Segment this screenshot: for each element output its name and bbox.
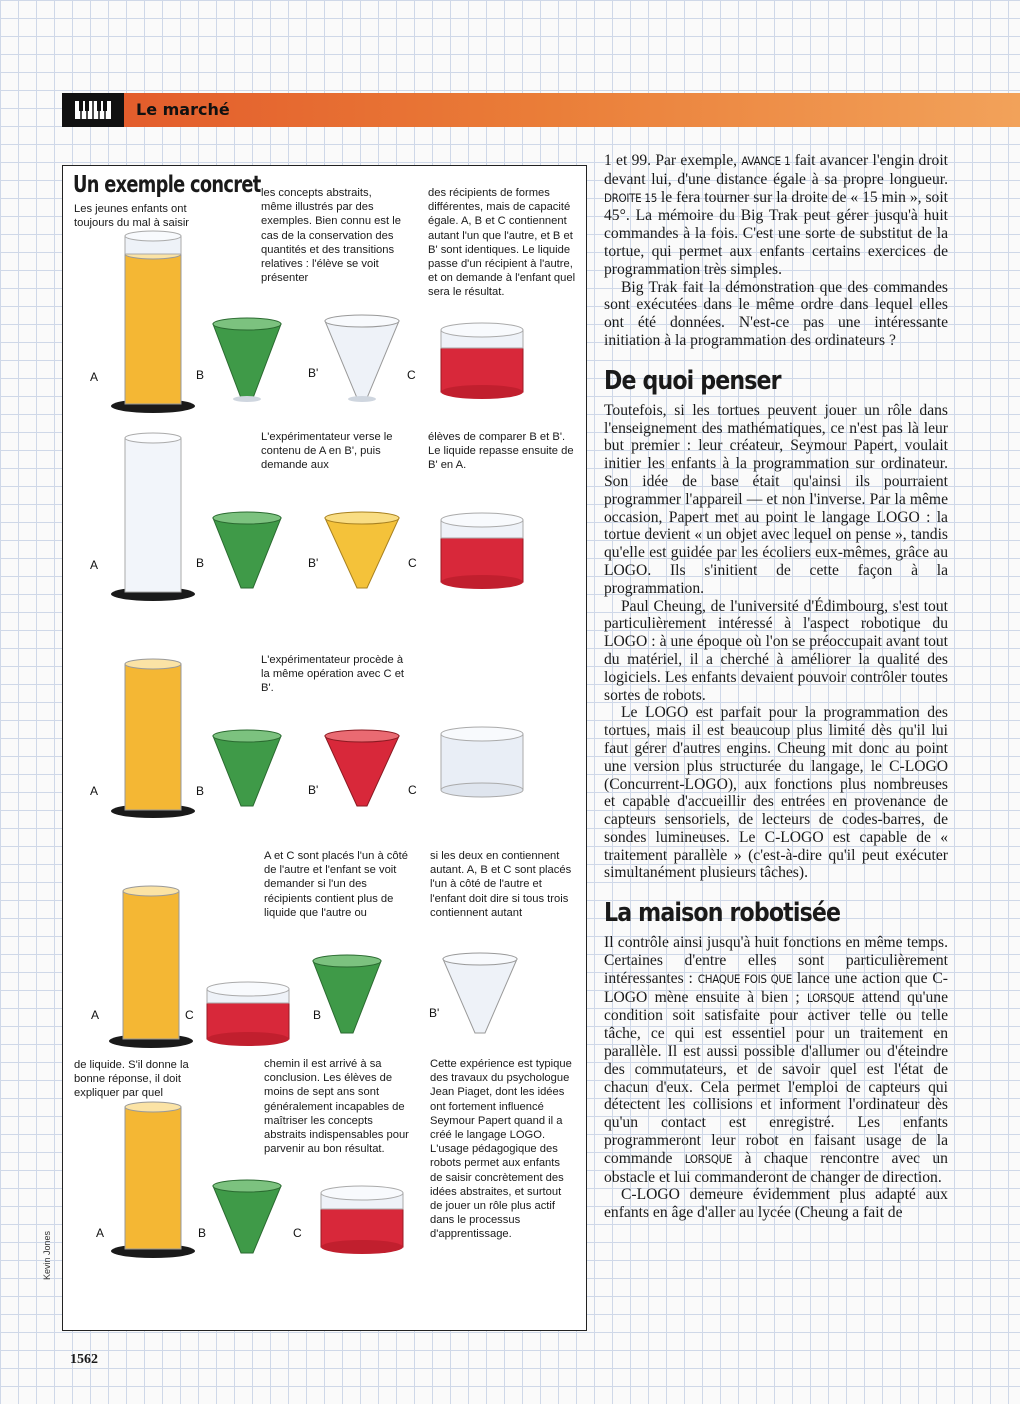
paragraph: Toutefois, si les tortues peuvent jouer un rôle dans l'enseignement des mathématiques, ce n'est pas là leur but premier : leur créateur, Seymour Papert, voulait initier les enfants à la programmation sur ordinateur. Son idée de base était qu'ainsi ils pourraient programmer l'appareil — et non l'inverse. Par la même occasion, Papert met au point le langage LOGO : la tortue devient « un objet avec lequel on pense », tandis qu'elle est guidée par les écoliers eux-mêmes, grâce au LOGO. Ils s'initient de cette façon à la programmation.: [604, 401, 948, 597]
label-c: C: [185, 1008, 194, 1022]
row-1-illustration: [63, 226, 583, 416]
row-5-illustration: [63, 1101, 583, 1271]
label-b: B: [313, 1008, 322, 1022]
illustration-panel: [62, 165, 587, 1331]
paragraph: 1 et 99. Par exemple, AVANCE 1 fait avancer l'engin droit devant lui, d'une distance égale à sa propre longueur. DROITE 15 le fera tourner sur la droite de « 15 min », soit 45°. La mémoire du Big Trak peut gérer jusqu'à huit commandes à la fois. C'est une sorte de substitut de la tortue, qui permet aux enfants certains exercices de programmation très simples.: [604, 152, 948, 278]
paragraph: Big Trak fait la démonstration que des commandes sont exécutées dans le même ordre dans lequel elles ont été données. N'est-ce pas une intéressante initiation à la programmation des ordinateurs ?: [604, 278, 948, 349]
label-a: A: [90, 370, 99, 384]
heading-la-maison-robotisee: La maison robotisée: [604, 898, 841, 929]
label-b: B: [196, 556, 205, 570]
label-b: B: [196, 368, 205, 382]
caption-5a: de liquide. S'il donne la bonne réponse, il doit expliquer par quel: [74, 1059, 189, 1100]
label-c: C: [407, 368, 416, 382]
caption-4b: A et C sont placés l'un à côté de l'autre et l'enfant se voit demander si l'un des récipients contient plus de liquide que l'autre ou: [264, 850, 408, 919]
label-bp: B': [308, 366, 319, 380]
caption-5c: Cette expérience est typique des travaux du psychologue Jean Piaget, dont les idées ont fortement influencé Seymour Papert quand il a créé le langage LOGO. L'usage pédagogique des robots permet aux enfants de saisir concrètement des idées abstraites, et surtout de jouer un rôle plus actif dans le processus d'apprentissage.: [430, 1058, 572, 1241]
row-3-illustration: [63, 646, 583, 826]
command-lorsque: LORSQUE: [684, 1151, 733, 1166]
label-b: B: [196, 784, 205, 798]
article-column: [604, 152, 948, 1222]
label-b: B: [198, 1226, 207, 1240]
paragraph: Il contrôle ainsi jusqu'à huit fonctions en même temps. Certaines d'entre elles sont particulièrement intéressantes : CHAQUE FOIS QUE lance une action que C-LOGO mène ensuite à bien ; LORSQUE attend qu'une condition soit satisfaite pour activer telle ou telle tâche, ce qui est essentiel pour un traitement en parallèle. Il est aussi possible d'allumer ou d'éteindre des commutateurs, et de savoir quel est l'état de chacun d'eux. Cela permet l'emploi de capteurs qui détectent les collisions et informent l'ordinateur dès qu'un contact est enregistré. Les enfants programmeront leur robot en faisant usage de la commande LORSQUE à chaque rencontre avec un obstacle et lui commanderont de changer de direction.: [604, 934, 948, 1186]
command-chaque-fois-que: CHAQUE FOIS QUE: [697, 971, 792, 986]
section-header: [62, 93, 1020, 127]
label-a: A: [90, 558, 99, 572]
caption-5b: chemin il est arrivé à sa conclusion. Les élèves de moins de sept ans sont généralement incapables de maîtriser les concepts abstraits indispensables pour parvenir au bon résultat.: [264, 1058, 409, 1156]
caption-1c: des récipients de formes différentes, mais de capacité égale. A, B et C contiennent autant l'un que l'autre, et B et B' sont identiques. Le liquide passe d'un récipient à l'autre, et on demande à l'enfant quel sera le résultat.: [428, 187, 576, 299]
section-title: Le marché: [136, 100, 230, 119]
paragraph: Le LOGO est parfait pour la programmation des tortues, mais il est beaucoup plus limité dès qu'il lui faut gérer d'autres engins. Cheung mit donc au point une version plus structurée du langage, le C-LOGO (Concurrent-LOGO), aux fonctions plus nombreuses et capable d'accueillir des entrées en provenance de capteurs sensoriels, de lecteurs de codes-barres, de sondes lumineuses. Le C-LOGO est capable de « traitement parallèle » (c'est-à-dire qu'il peut exécuter simultanément plusieurs tâches).: [604, 704, 948, 882]
label-bp: B': [429, 1006, 440, 1020]
row-4-illustration: [63, 871, 583, 1051]
paragraph: Paul Cheung, de l'université d'Édimbourg, s'est tout particulièrement intéressé à l'aspect robotique du LOGO : à une époque où l'on se préoccupait avant tout du matériel, il a cherché à améliorer la qualité des logiciels. Les enfants devaient pouvoir contrôler toutes sortes de robots.: [604, 597, 948, 704]
photo-credit: Kevin Jones: [42, 1230, 52, 1280]
label-a: A: [96, 1226, 105, 1240]
heading-de-quoi-penser: De quoi penser: [604, 365, 781, 396]
label-bp: B': [308, 783, 319, 797]
caption-2c: élèves de comparer B et B'. Le liquide repasse ensuite de B' en A.: [428, 431, 574, 472]
label-c: C: [408, 783, 417, 797]
label-a: A: [90, 784, 99, 798]
panel-title: Un exemple concret: [73, 172, 261, 198]
piano-keys-icon: [62, 93, 124, 127]
paragraph: C-LOGO demeure évidemment plus adapté aux enfants en âge d'aller au lycée (Cheung a fait de: [604, 1186, 948, 1222]
command-droite: DROITE 15: [604, 190, 657, 205]
label-bp: B': [308, 556, 319, 570]
label-a: A: [91, 1008, 100, 1022]
caption-2b: L'expérimentateur verse le contenu de A en B', puis demande aux: [261, 431, 393, 472]
label-c: C: [293, 1226, 302, 1240]
label-c: C: [408, 556, 417, 570]
page-number: 1562: [70, 1352, 98, 1367]
caption-1b: les concepts abstraits, même illustrés par des exemples. Bien connu est le cas de la conservation des quantités et des transitions relatives : l'élève se voit présenter: [261, 187, 401, 285]
caption-1a: Les jeunes enfants ont toujours du mal à saisir: [74, 203, 190, 230]
row-2-illustration: [63, 426, 583, 606]
command-lorsque: LORSQUE: [807, 990, 855, 1005]
caption-3b: L'expérimentateur procède à la même opération avec C et B'.: [261, 654, 405, 695]
caption-4c: si les deux en contiennent autant. A, B et C sont placés l'un à côté de l'autre et l'enfant doit dire si tous trois contiennent autant: [430, 850, 572, 919]
command-avance: AVANCE 1: [741, 154, 791, 168]
